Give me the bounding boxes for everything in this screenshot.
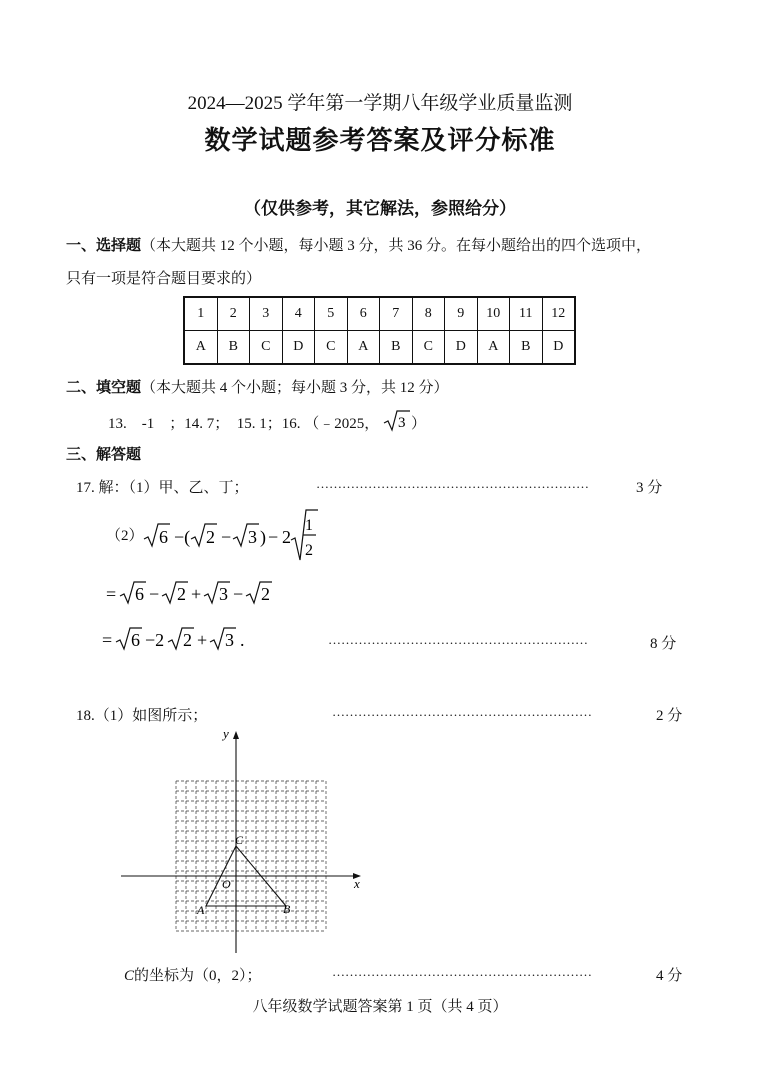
page-title: 数学试题参考答案及评分标准 bbox=[204, 126, 556, 156]
q17-part2-leader: …………………………………………………… bbox=[328, 632, 588, 647]
sqrt-arg: 3 bbox=[398, 415, 406, 431]
svg-text:=: = bbox=[106, 584, 117, 604]
q18-coord bbox=[124, 964, 262, 985]
svg-text:2: 2 bbox=[183, 630, 192, 650]
answer-cell: C bbox=[250, 331, 283, 365]
answer-cell: A bbox=[477, 331, 510, 365]
svg-text:−2: −2 bbox=[145, 630, 165, 650]
coordinate-figure bbox=[115, 725, 375, 960]
answer-cell: D bbox=[542, 331, 575, 365]
answer-cell: B bbox=[217, 331, 250, 365]
q17-step1 bbox=[102, 578, 302, 610]
point-b-label: B bbox=[283, 902, 291, 916]
answer-cell: B bbox=[380, 331, 413, 365]
svg-text:6: 6 bbox=[135, 584, 144, 604]
svg-text:+: + bbox=[191, 584, 202, 604]
question-number-cell: 8 bbox=[412, 297, 445, 331]
answer-table bbox=[183, 296, 576, 365]
section1-desc-line2: 只有一项是符合题目要求的） bbox=[66, 271, 262, 287]
section2-heading: 二、填空题 bbox=[66, 378, 142, 396]
question-number-cell: 4 bbox=[282, 297, 315, 331]
section1-heading: 一、选择题 bbox=[66, 236, 142, 254]
point-a-label: A bbox=[197, 903, 205, 917]
section2-line bbox=[66, 376, 449, 397]
question-number-cell: 10 bbox=[477, 297, 510, 331]
svg-text:.: . bbox=[240, 630, 245, 650]
question-number-cell: 7 bbox=[380, 297, 413, 331]
q18-coord-score: 4 分 bbox=[656, 968, 683, 984]
q17-part1-score: 3 分 bbox=[636, 480, 663, 496]
y-axis-label: y bbox=[223, 726, 229, 741]
answer-cell: D bbox=[445, 331, 478, 365]
question-number-cell: 2 bbox=[217, 297, 250, 331]
section3-heading: 三、解答题 bbox=[66, 445, 142, 463]
svg-text:−: − bbox=[149, 584, 160, 604]
x-axis-label: x bbox=[354, 876, 360, 891]
q17-part1-leader: ……………………………………………………… bbox=[316, 476, 589, 491]
answer-cell: C bbox=[412, 331, 445, 365]
q18-part1: 18.（1）如图所示； bbox=[76, 708, 208, 724]
svg-text:2: 2 bbox=[261, 584, 270, 604]
section1-desc-line1: （本大题共 12 个小题，每小题 3 分，共 36 分。在每小题给出的四个选项中， bbox=[141, 238, 652, 254]
svg-text:3: 3 bbox=[225, 630, 234, 650]
fill-in-answers-text: 13. -1 ；14. 7； 15. 1；16. （﹣2025， bbox=[108, 416, 380, 432]
page-title-line1: 2024—2025 学年第一学期八年级学业质量监测 bbox=[187, 93, 573, 114]
sqrt-symbol bbox=[381, 409, 411, 433]
fill-in-answers bbox=[108, 409, 426, 433]
y-axis-arrow bbox=[233, 731, 239, 739]
q18-coord-text: 的坐标为（0，2）； bbox=[134, 968, 262, 984]
svg-text:2: 2 bbox=[282, 527, 291, 547]
svg-text:−(: −( bbox=[174, 527, 191, 547]
q18-part1-leader: …………………………………………………… bbox=[332, 704, 592, 719]
q17-expression bbox=[140, 506, 340, 566]
svg-text:2: 2 bbox=[177, 584, 186, 604]
answer-cell: B bbox=[510, 331, 543, 365]
q17-step2 bbox=[98, 624, 258, 656]
q17-part1: 17. 解：（1）甲、乙、丁； bbox=[76, 480, 249, 496]
answer-cell: A bbox=[184, 331, 217, 365]
origin-label: O bbox=[222, 877, 231, 891]
svg-text:6: 6 bbox=[159, 527, 168, 547]
svg-text:): ) bbox=[260, 527, 266, 547]
section1-line1 bbox=[66, 234, 651, 255]
svg-text:=: = bbox=[102, 630, 113, 650]
svg-text:3: 3 bbox=[248, 527, 257, 547]
answer-table-number-row bbox=[184, 297, 575, 331]
svg-text:−: − bbox=[221, 527, 232, 547]
svg-text:1: 1 bbox=[305, 517, 313, 534]
svg-text:−: − bbox=[268, 527, 279, 547]
q18-part1-score: 2 分 bbox=[656, 708, 683, 724]
question-number-cell: 3 bbox=[250, 297, 283, 331]
question-number-cell: 12 bbox=[542, 297, 575, 331]
answer-cell: A bbox=[347, 331, 380, 365]
svg-text:−: − bbox=[233, 584, 244, 604]
question-number-cell: 5 bbox=[315, 297, 348, 331]
svg-text:+: + bbox=[197, 630, 208, 650]
question-number-cell: 1 bbox=[184, 297, 217, 331]
svg-text:3: 3 bbox=[219, 584, 228, 604]
svg-text:6: 6 bbox=[131, 630, 140, 650]
answer-cell: D bbox=[282, 331, 315, 365]
svg-text:2: 2 bbox=[305, 542, 313, 559]
section2-desc: （本大题共 4 个小题；每小题 3 分，共 12 分） bbox=[141, 380, 449, 396]
q18-coord-point: C bbox=[124, 968, 135, 984]
question-number-cell: 9 bbox=[445, 297, 478, 331]
q17-part2-label: （2） bbox=[106, 528, 144, 544]
page-footer: 八年级数学试题答案第 1 页（共 4 页） bbox=[252, 999, 508, 1015]
reference-note: （仅供参考，其它解法，参照给分） bbox=[244, 199, 516, 219]
answer-table-answer-row bbox=[184, 331, 575, 365]
question-number-cell: 11 bbox=[510, 297, 543, 331]
q18-coord-leader: …………………………………………………… bbox=[332, 964, 592, 979]
point-c-label: C bbox=[235, 833, 244, 847]
answer-cell: C bbox=[315, 331, 348, 365]
q17-part2-score: 8 分 bbox=[650, 636, 677, 652]
fill-in-close: ） bbox=[411, 416, 427, 432]
svg-text:2: 2 bbox=[206, 527, 215, 547]
question-number-cell: 6 bbox=[347, 297, 380, 331]
